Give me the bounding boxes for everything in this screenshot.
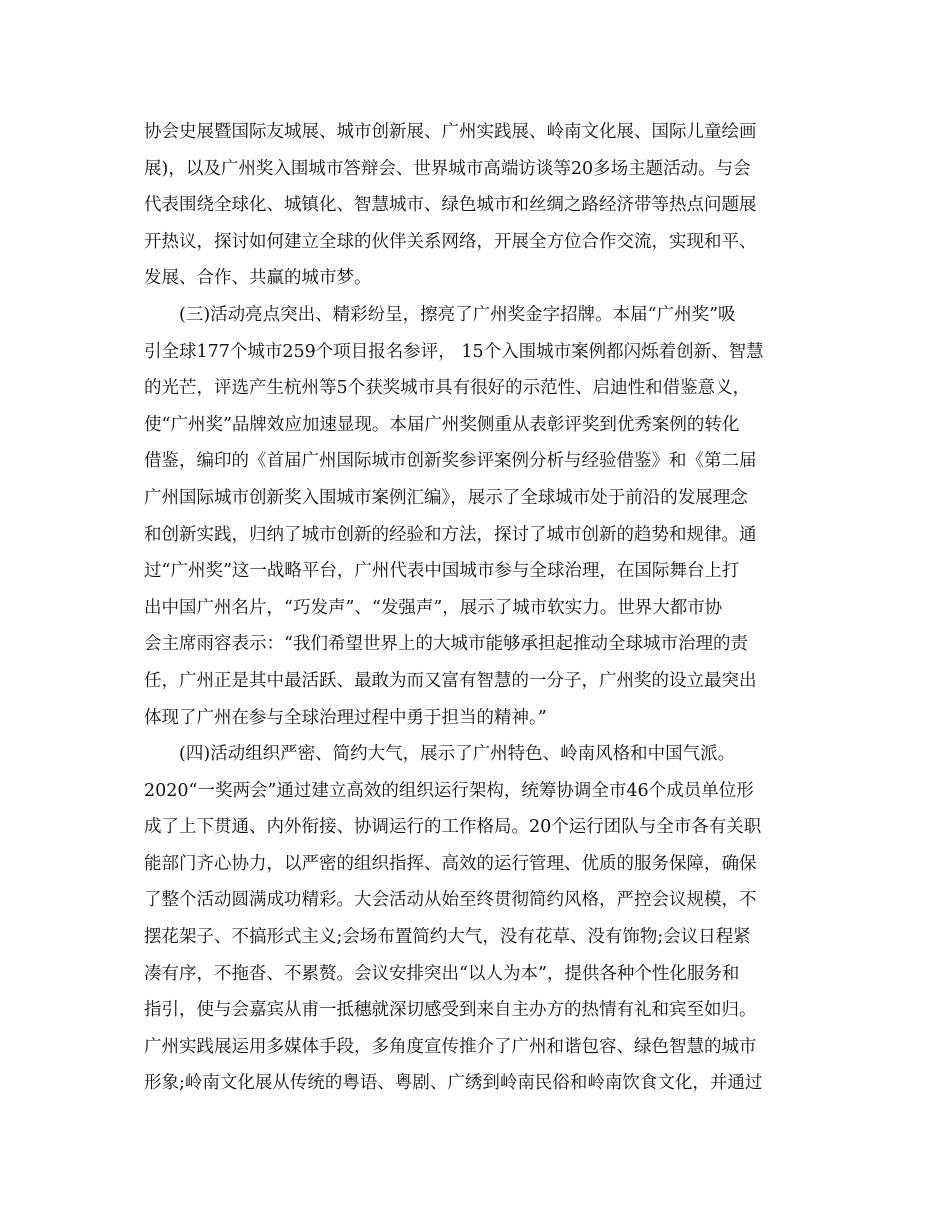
text-line: 体现了广州在参与全球治理过程中勇于担当的精神。” xyxy=(144,707,547,728)
text-line: 2020“一奖两会”通过建立高效的组织运行架构，统筹协调全市46个成员单位形 xyxy=(144,780,754,801)
text-line: 代表围绕全球化、城镇化、智慧城市、绿色城市和丝绸之路经济带等热点问题展 xyxy=(144,195,757,216)
text-line: 广州国际城市创新奖入围城市案例汇编》，展示了全球城市处于前沿的发展理念 xyxy=(144,487,748,508)
text-line: 形象;岭南文化展从传统的粤语、粤剧、广绣到岭南民俗和岭南饮食文化，并通过 xyxy=(144,1073,763,1094)
text-line: 使“广州奖”品牌效应加速显现。本届广州奖侧重从表彰评奖到优秀案例的转化 xyxy=(144,414,740,435)
text-line: 广州实践展运用多媒体手段，多角度宣传推介了广州和谐包容、绿色智慧的城市 xyxy=(144,1036,757,1057)
text-line: 成了上下贯通、内外衔接、协调运行的工作格局。20个运行团队与全市各有关职 xyxy=(144,817,762,838)
text-line: 凑有序，不拖沓、不累赘。会议安排突出“以人为本”，提供各种个性化服务和 xyxy=(144,963,740,984)
text-line: 摆花架子、不搞形式主义;会场布置简约大气，没有花草、没有饰物;会议日程紧 xyxy=(144,927,751,948)
body-text xyxy=(144,114,808,1102)
text-line: 出中国广州名片，“巧发声”、“发强声”，展示了城市软实力。世界大都市协 xyxy=(144,597,723,618)
text-line: 能部门齐心协力，以严密的组织指挥、高效的运行管理、优质的服务保障，确保 xyxy=(144,853,757,874)
text-line: 开热议，探讨如何建立全球的伙伴关系网络，开展全方位合作交流，实现和平、 xyxy=(144,231,757,252)
text-line: 协会史展暨国际友城展、城市创新展、广州实践展、岭南文化展、国际儿童绘画 xyxy=(144,122,757,142)
text-line: 过“广州奖”这一战略平台，广州代表中国城市参与全球治理，在国际舞台上打 xyxy=(144,561,740,582)
section-three-heading-line: (三)活动亮点突出、精彩纷呈，擦亮了广州奖金字招牌。本届“广州奖”吸 xyxy=(179,304,736,325)
text-line: 引全球177个城市259个项目报名参评， 15个入围城市案例都闪烁着创新、智慧 xyxy=(144,341,764,362)
text-line: 的光芒，评选产生杭州等5个获奖城市具有很好的示范性、启迪性和借鉴意义， xyxy=(144,378,751,399)
text-line: 指引，使与会嘉宾从甫一抵穗就深切感受到来自主办方的热情有礼和宾至如归。 xyxy=(144,1000,757,1021)
text-line: 任，广州正是其中最活跃、最敢为而又富有智慧的一分子，广州奖的设立最突出 xyxy=(144,670,757,691)
text-line: 借鉴，编印的《首届广州国际城市创新奖参评案例分析与经验借鉴》和《第二届 xyxy=(144,451,757,472)
section-four-heading-line: (四)活动组织严密、简约大气，展示了广州特色、岭南风格和中国气派。 xyxy=(179,744,736,765)
text-line: 了整个活动圆满成功精彩。大会活动从始至终贯彻简约风格，严控会议规模，不 xyxy=(144,890,757,911)
text-line: 和创新实践，归纳了城市创新的经验和方法，探讨了城市创新的趋势和规律。通 xyxy=(144,524,757,545)
text-line: 会主席雨容表示：“我们希望世界上的大城市能够承担起推动全球城市治理的责 xyxy=(144,634,748,655)
text-line: 展)，以及广州奖入围城市答辩会、世界城市高端访谈等20多场主题活动。与会 xyxy=(144,158,751,179)
text-line: 发展、合作、共赢的城市梦。 xyxy=(144,268,372,289)
